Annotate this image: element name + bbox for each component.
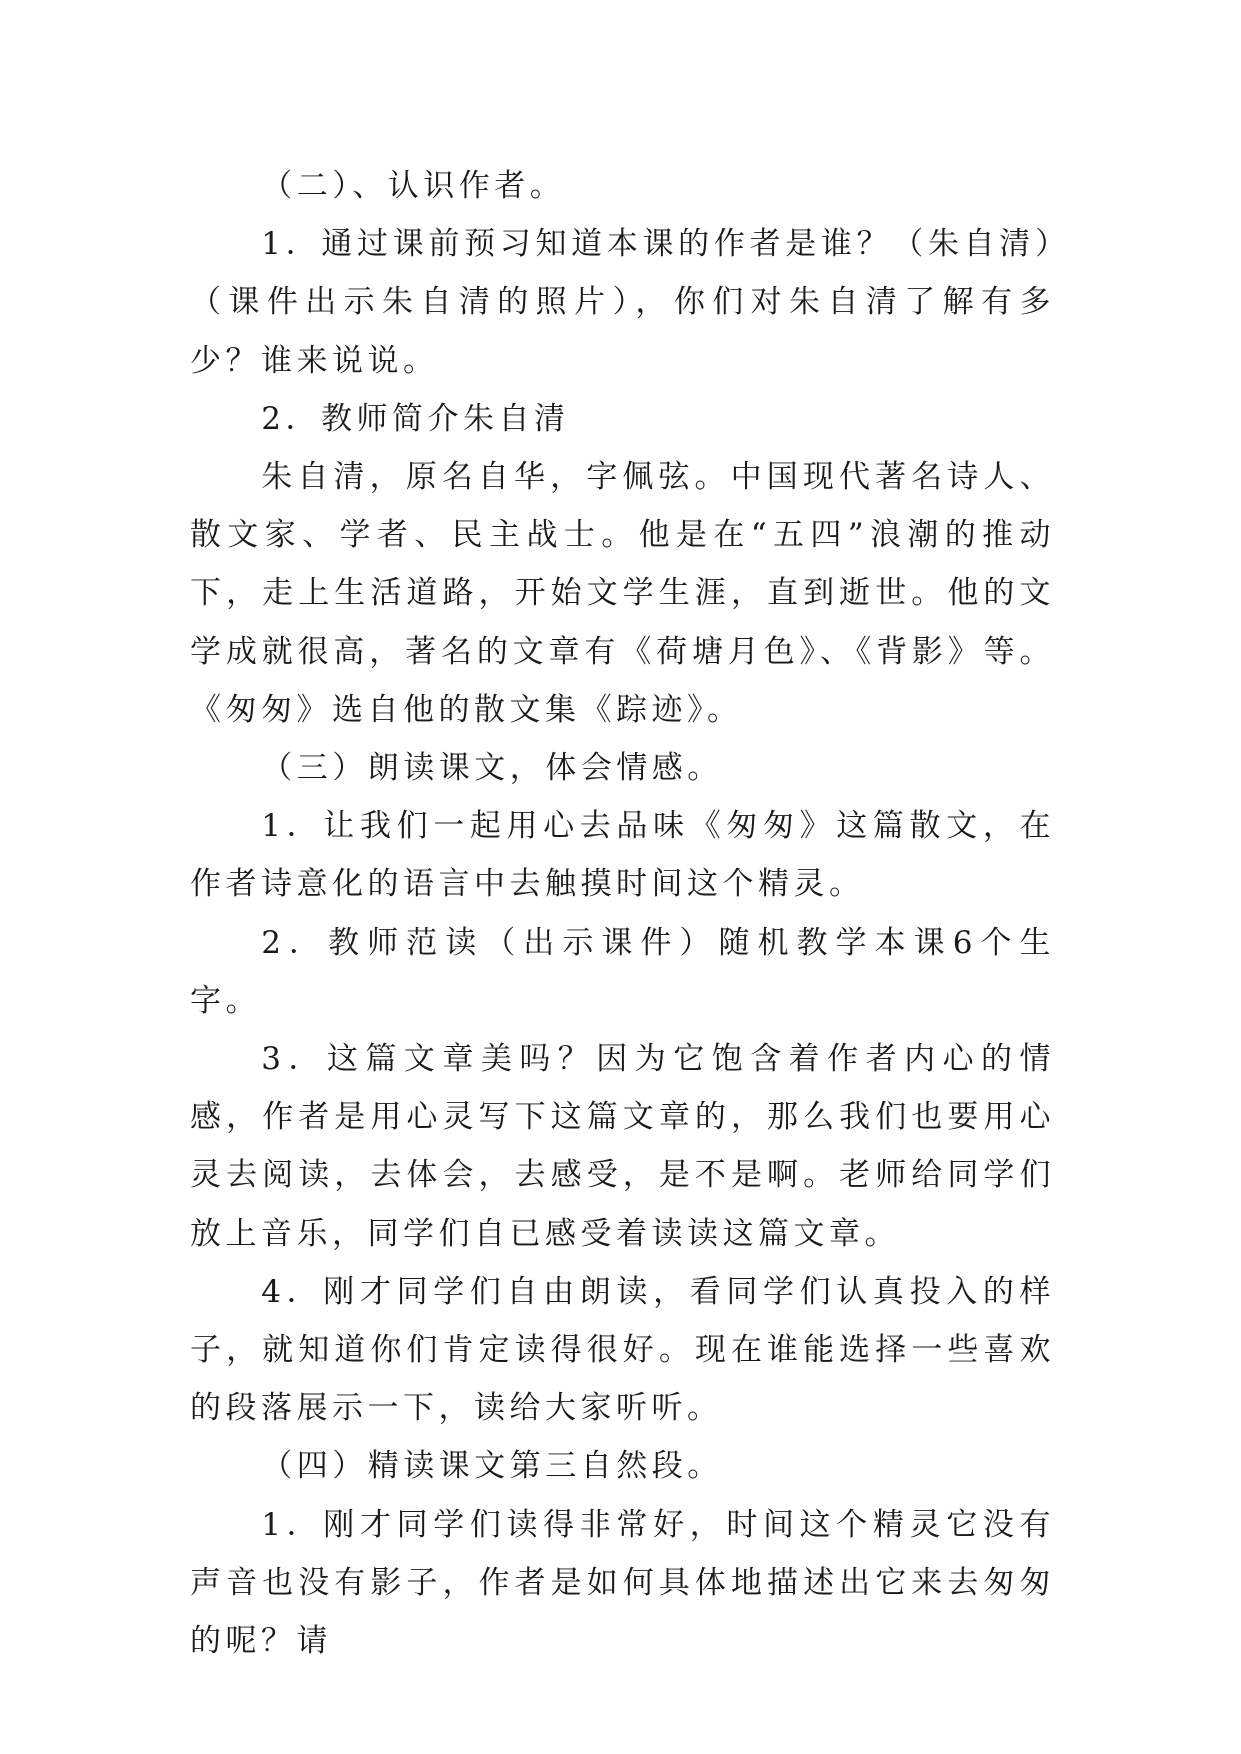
paragraph: 4．刚才同学们自由朗读，看同学们认真投入的样子，就知道你们肯定读得很好。现在谁能选择一些喜欢的段落展示一下，读给大家听听。 xyxy=(190,1273,1055,1427)
paragraph: 2．教师范读（出示课件）随机教学本课6个生字。 xyxy=(190,924,1055,1019)
section-heading-author: （二）、认识作者。 xyxy=(261,168,566,204)
paragraph: 1．通过课前预习知道本课的作者是谁？（朱自清）（课件出示朱自清的照片），你们对朱自清了解有多少？谁来说说。 xyxy=(190,226,1055,379)
section-heading-intensive-reading: （四）精读课文第三自然段。 xyxy=(261,1448,723,1485)
paragraph: 1．让我们一起用心去品味《匆匆》这篇散文，在作者诗意化的语言中去触摸时间这个精灵。 xyxy=(190,808,1055,903)
document-body xyxy=(190,157,1055,1670)
paragraph: 1．刚才同学们读得非常好，时间这个精灵它没有声音也没有影子，作者是如何具体地描述出它来去匆匆的呢？请 xyxy=(190,1506,1055,1660)
paragraph: 3．这篇文章美吗？因为它饱含着作者内心的情感，作者是用心灵写下这篇文章的，那么我们也要用心灵去阅读，去体会，去感受，是不是啊。老师给同学们放上音乐，同学们自已感受着读读这篇文章。 xyxy=(190,1041,1055,1252)
paragraph: 2．教师简介朱自清 xyxy=(261,400,570,437)
section-heading-reading: （三）朗读课文，体会情感。 xyxy=(261,750,723,787)
paragraph: 朱自清，原名自华，字佩弦。中国现代著名诗人、散文家、学者、民主战士。他是在“五四”浪潮的推动下，走上生活道路，开始文学生涯，直到逝世。他的文学成就很高，著名的文章有《荷塘月色》、《背影》等。《匆匆》选自他的散文集《踪迹》。 xyxy=(190,459,1055,728)
